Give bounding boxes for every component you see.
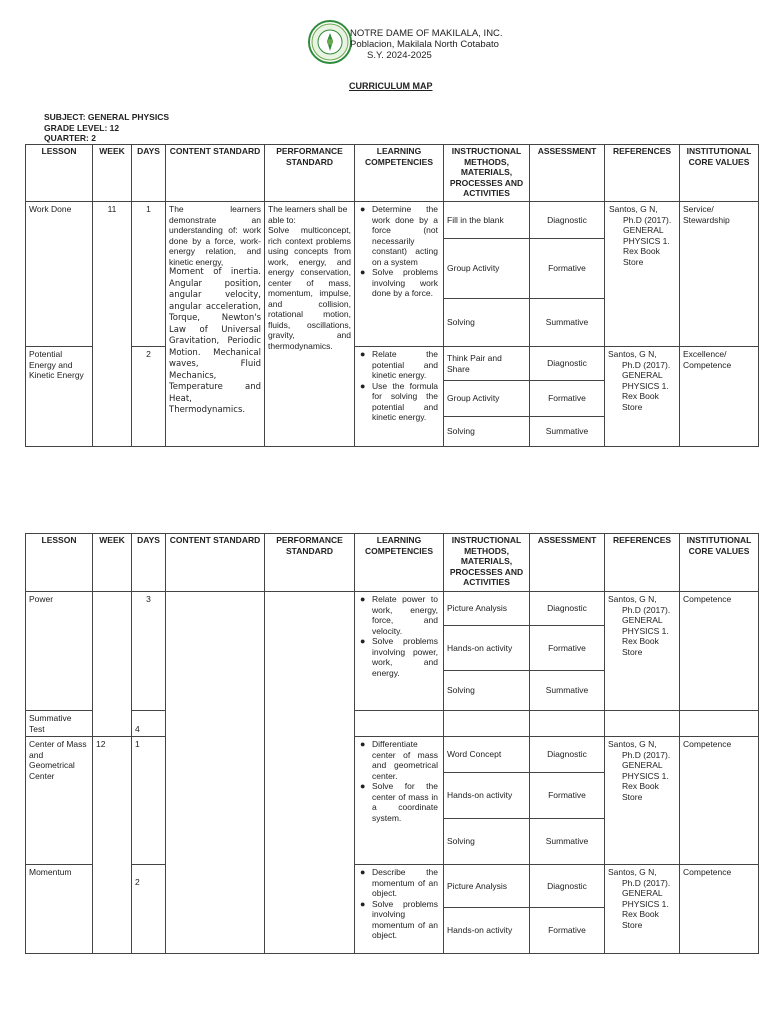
curriculum-table-2 bbox=[25, 533, 759, 954]
table-row bbox=[26, 202, 759, 239]
lesson-cell: Momentum bbox=[26, 865, 93, 954]
list-item: ● Relate power to work, energy, force, and velocity. bbox=[360, 594, 438, 636]
col-core-values: INSTITUTIONAL CORE VALUES bbox=[680, 534, 759, 592]
col-core-values: INSTITUTIONAL CORE VALUES bbox=[680, 145, 759, 202]
reference-cell: Santos, G N, Ph.D (2017). GENERAL PHYSICS 1. Rex Book Store bbox=[605, 592, 680, 711]
core-values-cell: Service/ Stewardship bbox=[680, 202, 759, 347]
school-seal-logo bbox=[308, 20, 352, 64]
col-references: REFERENCES bbox=[605, 534, 680, 592]
assessment-cell bbox=[530, 711, 605, 737]
list-item: ● Solve problems involving work done by a force. bbox=[360, 267, 438, 298]
col-assessment: ASSESSMENT bbox=[530, 534, 605, 592]
assessment-cell: Diagnostic bbox=[530, 865, 605, 908]
bullet-icon: ● bbox=[360, 204, 366, 214]
method-cell: Picture Analysis bbox=[444, 865, 530, 908]
bullet-icon: ● bbox=[360, 594, 366, 604]
method-cell: Solving bbox=[444, 417, 530, 447]
assessment-cell: Diagnostic bbox=[530, 202, 605, 239]
bullet-icon: ● bbox=[360, 267, 366, 277]
table-row bbox=[26, 347, 759, 381]
col-lesson: LESSON bbox=[26, 534, 93, 592]
competencies-cell bbox=[355, 592, 444, 711]
reference-cell bbox=[605, 711, 680, 737]
quarter-label: QUARTER: 2 bbox=[44, 133, 96, 143]
core-values-cell: Competence bbox=[680, 865, 759, 954]
assessment-cell: Diagnostic bbox=[530, 737, 605, 773]
col-learning-competencies: LEARNING COMPETENCIES bbox=[355, 534, 444, 592]
col-performance-standard: PERFORMANCE STANDARD bbox=[265, 534, 355, 592]
table-row bbox=[26, 865, 759, 908]
header-row bbox=[26, 534, 759, 592]
days-cell: 2 bbox=[132, 347, 166, 447]
days-cell: 1 bbox=[132, 737, 166, 865]
lesson-cell: Potential Energy and Kinetic Energy bbox=[26, 347, 93, 447]
method-cell: Group Activity bbox=[444, 239, 530, 299]
week-cell bbox=[93, 592, 132, 737]
list-item: ● Relate the potential and kinetic energy. bbox=[360, 349, 438, 380]
school-year: S.Y. 2024-2025 bbox=[367, 50, 432, 61]
method-cell: Hands-on activity bbox=[444, 908, 530, 954]
assessment-cell: Summative bbox=[530, 819, 605, 865]
list-item: ● Differentiate center of mass and geometrical center. bbox=[360, 739, 438, 781]
bullet-icon: ● bbox=[360, 781, 366, 791]
col-references: REFERENCES bbox=[605, 145, 680, 202]
assessment-cell: Formative bbox=[530, 626, 605, 671]
week-cell: 11 bbox=[93, 202, 132, 447]
document-header bbox=[350, 28, 503, 61]
core-values-cell: Excellence/ Competence bbox=[680, 347, 759, 447]
assessment-cell: Formative bbox=[530, 773, 605, 819]
performance-standard-cell bbox=[265, 592, 355, 954]
method-cell: Think Pair and Share bbox=[444, 347, 530, 381]
days-cell: 4 bbox=[132, 711, 166, 737]
core-values-cell: Competence bbox=[680, 737, 759, 865]
col-assessment: ASSESSMENT bbox=[530, 145, 605, 202]
list-item: ● Solve for the center of mass in a coordinate system. bbox=[360, 781, 438, 823]
method-cell: Solving bbox=[444, 819, 530, 865]
lesson-cell: Center of Mass and Geometrical Center bbox=[26, 737, 93, 865]
assessment-cell: Summative bbox=[530, 671, 605, 711]
method-cell: Solving bbox=[444, 671, 530, 711]
method-cell: Solving bbox=[444, 299, 530, 347]
content-standard-cell bbox=[166, 202, 265, 447]
subject-label: SUBJECT: GENERAL PHYSICS bbox=[44, 112, 170, 122]
assessment-cell: Formative bbox=[530, 239, 605, 299]
core-values-cell bbox=[680, 711, 759, 737]
list-item: ● Solve problems involving momentum of an object. bbox=[360, 898, 438, 940]
assessment-cell: Formative bbox=[530, 908, 605, 954]
col-learning-competencies: LEARNING COMPETENCIES bbox=[355, 145, 444, 202]
list-item: ● Describe the momentum of an object. bbox=[360, 867, 438, 898]
days-cell: 1 bbox=[132, 202, 166, 347]
bullet-icon: ● bbox=[360, 898, 366, 909]
school-name: NOTRE DAME OF MAKILALA, INC. bbox=[350, 28, 503, 39]
bullet-icon: ● bbox=[360, 636, 366, 646]
lesson-cell: Power bbox=[26, 592, 93, 711]
lesson-cell: Summative Test bbox=[26, 711, 93, 737]
col-lesson: LESSON bbox=[26, 145, 93, 202]
performance-text-a: The learners shall be bbox=[268, 204, 348, 214]
assessment-cell: Formative bbox=[530, 381, 605, 417]
assessment-cell: Diagnostic bbox=[530, 347, 605, 381]
method-cell: Hands-on activity bbox=[444, 626, 530, 671]
competencies-cell bbox=[355, 865, 444, 954]
performance-text-c: Solve multiconcept, rich context problems using concepts from work, energy, and energy conservation, center of mass, momentum, impulse, and collision, rotational motion, fluids, oscillations, gravity, and thermodynamics. bbox=[268, 225, 351, 351]
days-cell: 2 bbox=[132, 865, 166, 954]
col-content-standard: CONTENT STANDARD bbox=[166, 534, 265, 592]
assessment-cell: Summative bbox=[530, 299, 605, 347]
col-week: WEEK bbox=[93, 534, 132, 592]
header-row bbox=[26, 145, 759, 202]
table-row bbox=[26, 737, 759, 773]
reference-cell: Santos, G N, Ph.D (2017). GENERAL PHYSICS 1. Rex Book Store bbox=[605, 202, 680, 347]
competencies-cell bbox=[355, 711, 444, 737]
method-cell: Hands-on activity bbox=[444, 773, 530, 819]
document-title: CURRICULUM MAP bbox=[349, 81, 433, 91]
school-address: Poblacion, Makilala North Cotabato bbox=[350, 39, 499, 50]
content-standard-text-a: The learners demonstrate an understanding of: work done by a force, work-energy relation, and kinetic energy, bbox=[169, 204, 261, 267]
performance-standard-cell bbox=[265, 202, 355, 447]
competencies-cell bbox=[355, 202, 444, 347]
reference-cell: Santos, G N, Ph.D (2017). GENERAL PHYSICS 1. Rex Book Store bbox=[605, 865, 680, 954]
col-performance-standard: PERFORMANCE STANDARD bbox=[265, 145, 355, 202]
bullet-icon: ● bbox=[360, 739, 366, 749]
list-item: ● Solve problems involving power, work, and energy. bbox=[360, 636, 438, 678]
competencies-cell bbox=[355, 737, 444, 865]
days-cell: 3 bbox=[132, 592, 166, 711]
table-row bbox=[26, 711, 759, 737]
week-cell: 12 bbox=[93, 737, 132, 954]
col-instructional-methods: INSTRUCTIONAL METHODS, MATERIALS, PROCESSES AND ACTIVITIES bbox=[444, 145, 530, 202]
bullet-icon: ● bbox=[360, 380, 366, 391]
method-cell: Group Activity bbox=[444, 381, 530, 417]
content-standard-text-b: Moment of inertia. Angular position, angular velocity, angular acceleration, Torque, Newton's Law of Universal Gravitation, Periodic Motion. Mechanical waves, Fluid Mechanics, Temperature and Heat, Thermodynamics. bbox=[169, 267, 261, 415]
col-content-standard: CONTENT STANDARD bbox=[166, 145, 265, 202]
assessment-cell: Diagnostic bbox=[530, 592, 605, 626]
method-cell: Picture Analysis bbox=[444, 592, 530, 626]
method-cell bbox=[444, 711, 530, 737]
col-days: DAYS bbox=[132, 145, 166, 202]
bullet-icon: ● bbox=[360, 867, 366, 877]
list-item: ● Use the formula for solving the potential and kinetic energy. bbox=[360, 380, 438, 422]
col-week: WEEK bbox=[93, 145, 132, 202]
curriculum-table-1 bbox=[25, 144, 759, 447]
grade-level-label: GRADE LEVEL: 12 bbox=[44, 122, 120, 133]
method-cell: Fill in the blank bbox=[444, 202, 530, 239]
col-instructional-methods: INSTRUCTIONAL METHODS, MATERIALS, PROCESSES AND ACTIVITIES bbox=[444, 534, 530, 592]
table-row bbox=[26, 592, 759, 626]
lesson-cell: Work Done bbox=[26, 202, 93, 347]
reference-cell: Santos, G N, Ph.D (2017). GENERAL PHYSICS 1. Rex Book Store bbox=[605, 347, 680, 447]
core-values-cell: Competence bbox=[680, 592, 759, 711]
method-cell: Word Concept bbox=[444, 737, 530, 773]
performance-text-b: able to: bbox=[268, 214, 296, 225]
reference-cell: Santos, G N, Ph.D (2017). GENERAL PHYSICS 1. Rex Book Store bbox=[605, 737, 680, 865]
content-standard-cell bbox=[166, 592, 265, 954]
bullet-icon: ● bbox=[360, 349, 366, 359]
col-days: DAYS bbox=[132, 534, 166, 592]
assessment-cell: Summative bbox=[530, 417, 605, 447]
subject-info bbox=[44, 112, 169, 144]
list-item: ● Determine the work done by a force (not necessarily constant) acting on a system bbox=[360, 204, 438, 267]
competencies-cell bbox=[355, 347, 444, 447]
